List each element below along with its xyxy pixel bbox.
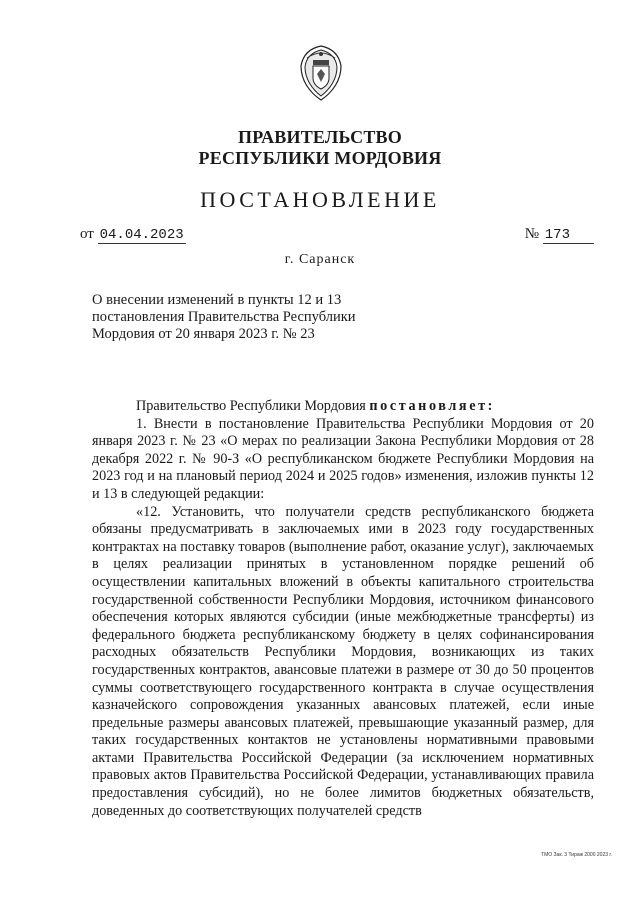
document-date: 04.04.2023 bbox=[99, 227, 184, 243]
government-title: ПРАВИТЕЛЬСТВО bbox=[238, 127, 402, 147]
number-line bbox=[525, 226, 594, 244]
date-line bbox=[80, 226, 186, 244]
intro-paragraph bbox=[92, 398, 594, 416]
intro-text: Правительство Республики Мордовия bbox=[136, 398, 366, 414]
date-prefix: от bbox=[80, 226, 94, 242]
print-footer: ТМО Зак. 3 Тираж 2000 2023 г. bbox=[541, 852, 612, 858]
number-prefix: № bbox=[524, 226, 540, 242]
paragraph-12: «12. Установить, что получатели средств республиканского бюджета обязаны предусматривать в заключаемых ими в 2023 году государственных контрактах на поставку товаров (выполнение работ, оказание услуг), заключаемых в целях реализации принятых в установленном порядке решений об осуществлении капитальных вложений в объекты капитального строительства государственной собственности Республики Мордовия, источником финансового обеспечения которых являются субсидии (иные межбюджетные трансферты) из федерального бюджета республиканскому бюджету в целях софинансирования расходных обязательств Республики Мордовия, возникающих из таких государственных контрактов, авансовые платежи в размере от 30 до 50 процентов суммы соответствующего государственного контракта в случае осуществления казначейского сопровождения указанных авансовых платежей, если иные предельные размеры авансовых платежей, превышающие указанный размер, для таких государственных контактов не установлены нормативными правовыми актами Правительства Российской Федерации (за исключением нормативных правовых актов Правительства Российской Федерации, устанавливающих правила предоставления субсидий), но не более лимитов бюджетных обязательств, доведенных до соответствующих получателей средств bbox=[92, 503, 594, 819]
document-body bbox=[92, 398, 594, 820]
document-subject: О внесении изменений в пункты 12 и 13 постановления Правительства Республики Мордовия от 20 января 2023 г. № 23 bbox=[92, 292, 356, 342]
document-type: ПОСТАНОВЛЕНИЕ bbox=[200, 187, 440, 212]
city: г. Саранск bbox=[284, 252, 356, 267]
coat-of-arms-icon bbox=[297, 44, 345, 102]
intro-keyword: постановляет: bbox=[369, 398, 495, 414]
paragraph-1: 1. Внести в постановление Правительства Республики Мордовия от 20 января 2023 г. № 23 «О мерах по реализации Закона Республики Мордовия от 28 декабря 2022 г. № 90-З «О республиканском бюджете Республики Мордовия на 2023 год и на плановый период 2024 и 2025 годов» изменения, изложив пункты 12 и 13 в следующей редакции: bbox=[92, 415, 594, 502]
republic-title: РЕСПУБЛИКИ МОРДОВИЯ bbox=[198, 148, 442, 168]
document-number: 173 bbox=[543, 227, 594, 244]
